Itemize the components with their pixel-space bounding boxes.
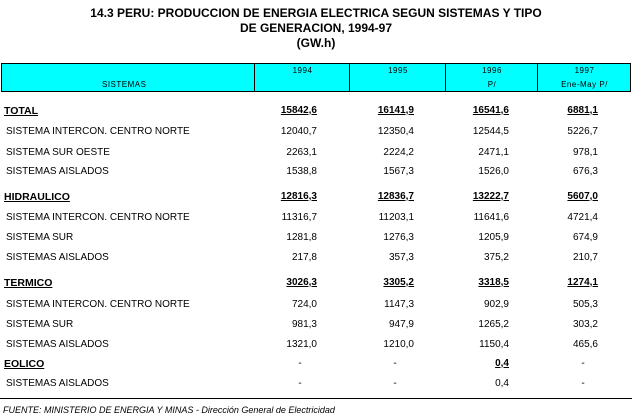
table-row bbox=[0, 143, 632, 163]
footer-divider bbox=[0, 398, 632, 399]
cell-value: - bbox=[393, 378, 397, 389]
cell-value: 12816,3 bbox=[280, 191, 317, 202]
cell-value: 1147,3 bbox=[384, 299, 414, 310]
cell-value: 2471,1 bbox=[478, 147, 509, 158]
cell-value: 357,3 bbox=[388, 252, 414, 263]
cell-value: - bbox=[393, 358, 397, 369]
row-label: TOTAL bbox=[4, 105, 39, 117]
cell-value: 1265,2 bbox=[478, 319, 509, 330]
header-year: 1997 bbox=[574, 66, 595, 75]
cell-value: 16541,6 bbox=[472, 105, 509, 116]
row-label: SISTEMAS AISLADOS bbox=[6, 166, 109, 177]
cell-value: - bbox=[581, 378, 585, 389]
cell-value: 5226,7 bbox=[567, 126, 598, 137]
row-label: SISTEMAS AISLADOS bbox=[6, 339, 109, 350]
row-label: SISTEMA SUR bbox=[6, 232, 74, 243]
table-header bbox=[1, 63, 631, 92]
table-row bbox=[0, 315, 632, 335]
cell-value: 1276,3 bbox=[383, 232, 414, 243]
cell-value: 210,7 bbox=[572, 252, 598, 263]
cell-value: 13222,7 bbox=[472, 191, 509, 202]
table-group-row bbox=[0, 101, 632, 121]
header-col-1994 bbox=[254, 64, 350, 91]
table-title-units: (GW.h) bbox=[296, 36, 336, 50]
table-row bbox=[0, 374, 632, 394]
cell-value: 16141,9 bbox=[377, 105, 414, 116]
cell-value: 1321,0 bbox=[286, 339, 317, 350]
cell-value: 978,1 bbox=[572, 147, 598, 158]
cell-value: 1281,8 bbox=[286, 232, 317, 243]
cell-value: 3318,5 bbox=[478, 277, 509, 288]
cell-value: 1205,9 bbox=[478, 232, 509, 243]
header-year: 1994 bbox=[292, 66, 313, 75]
table-group-row bbox=[0, 187, 632, 207]
header-col-1996 bbox=[445, 64, 538, 91]
table-row bbox=[0, 335, 632, 355]
cell-value: - bbox=[298, 378, 302, 389]
row-label: TERMICO bbox=[4, 277, 53, 289]
table-title-line-2: DE GENERACION, 1994-97 bbox=[239, 21, 393, 35]
cell-value: 674,9 bbox=[572, 232, 598, 243]
row-label: HIDRAULICO bbox=[4, 191, 70, 203]
table-group-row bbox=[0, 273, 632, 293]
cell-value: 12836,7 bbox=[377, 191, 414, 202]
row-label: SISTEMA INTERCON. CENTRO NORTE bbox=[6, 299, 190, 310]
table-row bbox=[0, 162, 632, 182]
cell-value: 15842,6 bbox=[280, 105, 317, 116]
table-row bbox=[0, 228, 632, 248]
table-title-line-1: 14.3 PERU: PRODUCCION DE ENERGIA ELECTRICA SEGUN SISTEMAS Y TIPO bbox=[90, 6, 542, 20]
cell-value: 1210,0 bbox=[383, 339, 414, 350]
cell-value: 1150,4 bbox=[479, 339, 509, 350]
row-label: SISTEMAS AISLADOS bbox=[6, 252, 109, 263]
cell-value: 0,4 bbox=[495, 378, 509, 389]
table-row bbox=[0, 208, 632, 228]
cell-value: 217,8 bbox=[291, 252, 317, 263]
table-row bbox=[0, 122, 632, 142]
cell-value: 3026,3 bbox=[286, 277, 317, 288]
cell-value: 6881,1 bbox=[567, 105, 598, 116]
cell-value: - bbox=[298, 358, 302, 369]
cell-value: 676,3 bbox=[572, 166, 598, 177]
header-note: Ene-May P/ bbox=[561, 80, 608, 89]
cell-value: 12040,7 bbox=[280, 126, 317, 137]
cell-value: 12544,5 bbox=[472, 126, 509, 137]
table-row bbox=[0, 295, 632, 315]
row-label: SISTEMA SUR bbox=[6, 319, 74, 330]
header-col-1997 bbox=[537, 64, 631, 91]
cell-value: 375,2 bbox=[483, 252, 509, 263]
cell-value: 2263,1 bbox=[286, 147, 317, 158]
cell-value: 5607,0 bbox=[567, 191, 598, 202]
cell-value: 3305,2 bbox=[383, 277, 414, 288]
cell-value: 303,2 bbox=[572, 319, 598, 330]
cell-value: 1567,3 bbox=[383, 166, 414, 177]
header-year: 1996 bbox=[482, 66, 502, 75]
cell-value: 947,9 bbox=[388, 319, 414, 330]
cell-value: 505,3 bbox=[572, 299, 598, 310]
header-year: 1995 bbox=[388, 66, 408, 75]
table-group-row bbox=[0, 354, 632, 374]
cell-value: 724,0 bbox=[291, 299, 317, 310]
cell-value: 1538,8 bbox=[286, 166, 317, 177]
cell-value: 981,3 bbox=[291, 319, 317, 330]
cell-value: - bbox=[581, 358, 585, 369]
header-sistemas: SISTEMAS bbox=[102, 80, 147, 89]
header-col-1995 bbox=[349, 64, 446, 91]
table-row bbox=[0, 248, 632, 268]
header-note: P/ bbox=[487, 80, 497, 89]
row-label: SISTEMA INTERCON. CENTRO NORTE bbox=[6, 126, 190, 137]
cell-value: 1274,1 bbox=[567, 277, 598, 288]
cell-value: 1526,0 bbox=[478, 166, 509, 177]
cell-value: 12350,4 bbox=[377, 126, 414, 137]
cell-value: 465,6 bbox=[572, 339, 598, 350]
cell-value: 0,4 bbox=[495, 358, 509, 369]
row-label: EOLICO bbox=[4, 358, 45, 370]
row-label: SISTEMA SUR OESTE bbox=[6, 147, 110, 158]
cell-value: 4721,4 bbox=[567, 212, 598, 223]
cell-value: 11641,6 bbox=[473, 212, 509, 223]
cell-value: 11316,7 bbox=[281, 212, 317, 223]
cell-value: 11203,1 bbox=[378, 212, 414, 223]
cell-value: 902,9 bbox=[483, 299, 509, 310]
row-label: SISTEMA INTERCON. CENTRO NORTE bbox=[6, 212, 190, 223]
row-label: SISTEMAS AISLADOS bbox=[6, 378, 109, 389]
source-note: FUENTE: MINISTERIO DE ENERGIA Y MINAS - Dirección General de Electricidad bbox=[3, 405, 335, 415]
cell-value: 2224,2 bbox=[383, 147, 414, 158]
